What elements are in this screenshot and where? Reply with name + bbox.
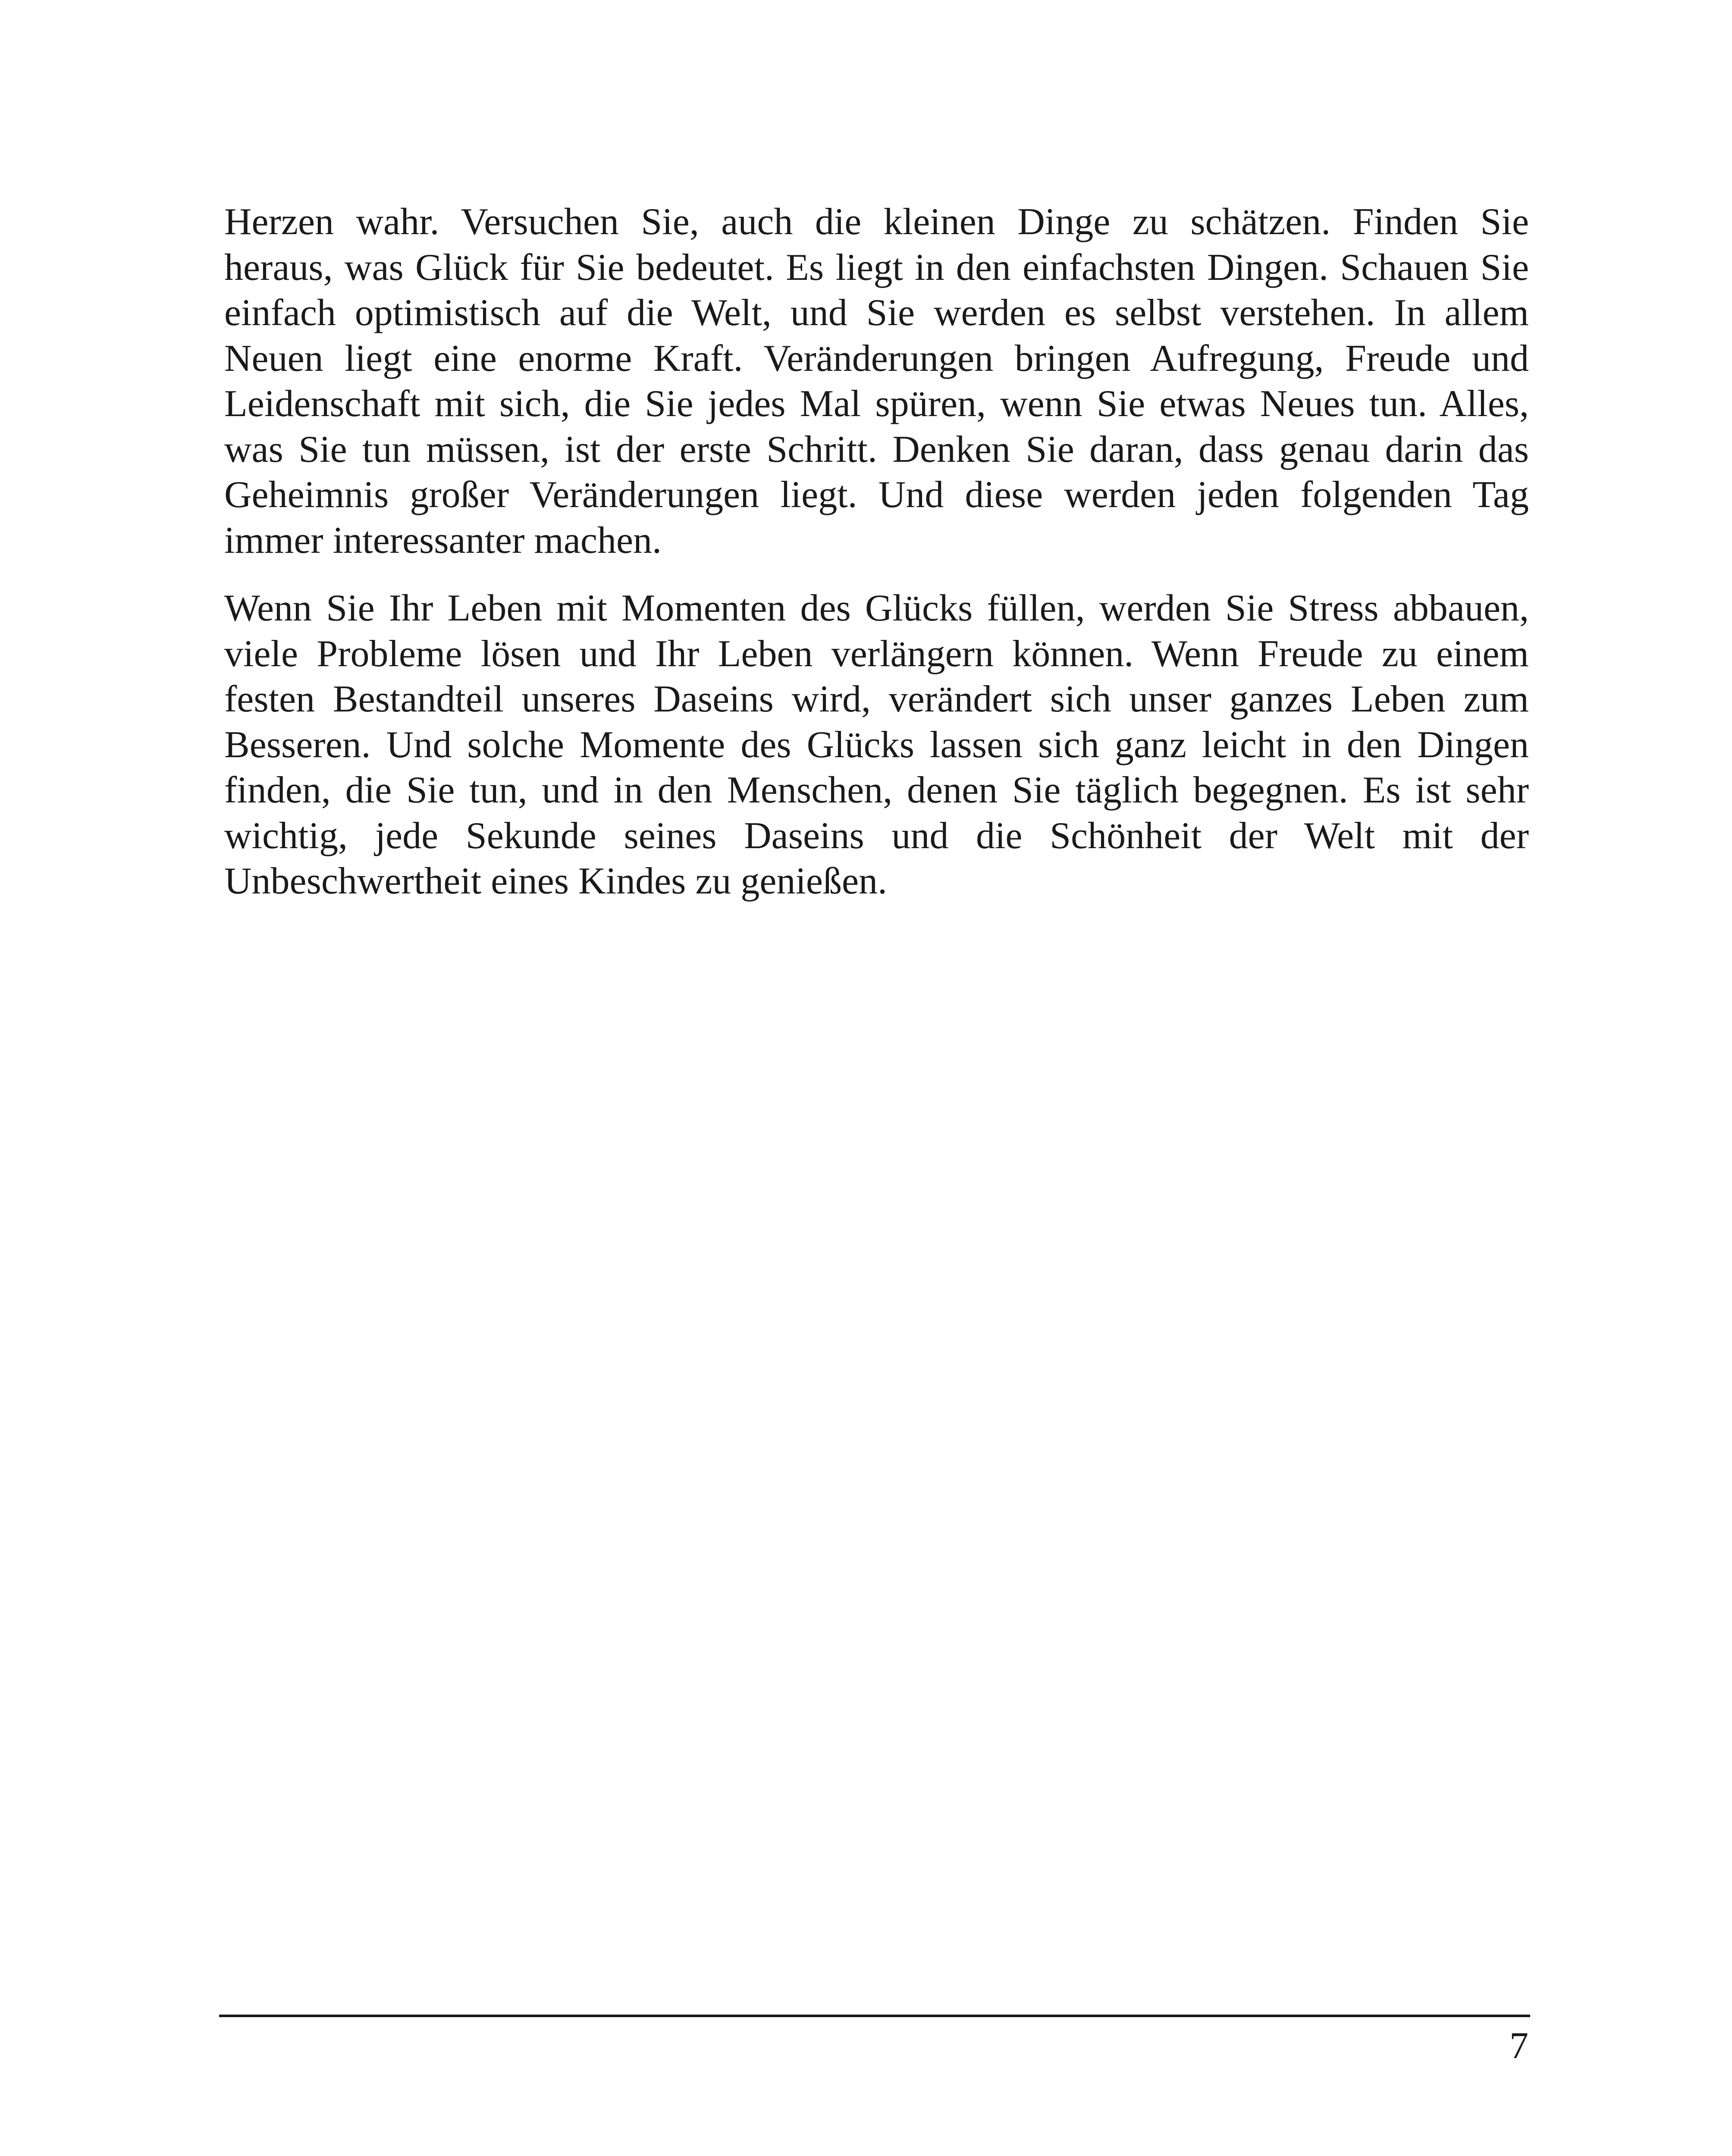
- text-line: Unbeschwertheit eines Kindes zu genießen.: [224, 860, 888, 902]
- text-line: immer interessanter machen.: [224, 519, 662, 561]
- text-line: Wenn Sie Ihr Leben mit Momenten des Glücks füllen, werden Sie Stress abbauen,: [224, 587, 1529, 629]
- text-line: Geheimnis großer Veränderungen liegt. Und diese werden jeden folgenden Tag: [224, 474, 1529, 516]
- text-line: wichtig, jede Sekunde seines Daseins und die Schönheit der Welt mit der: [224, 815, 1529, 857]
- text-line: Besseren. Und solche Momente des Glücks lassen sich ganz leicht in den Dingen: [224, 724, 1529, 766]
- paragraph-1: [224, 199, 1529, 563]
- body-text: [224, 199, 1529, 904]
- text-line: heraus, was Glück für Sie bedeutet. Es liegt in den einfachsten Dingen. Schauen Sie: [224, 246, 1529, 288]
- footer-divider: [219, 2015, 1530, 2017]
- text-line: was Sie tun müssen, ist der erste Schritt. Denken Sie daran, dass genau darin das: [224, 428, 1529, 470]
- paragraph-2: [224, 586, 1529, 904]
- text-line: Neuen liegt eine enorme Kraft. Veränderungen bringen Aufregung, Freude und: [224, 337, 1529, 379]
- page-number: 7: [1509, 2025, 1528, 2067]
- text-line: Leidenschaft mit sich, die Sie jedes Mal spüren, wenn Sie etwas Neues tun. Alles,: [224, 383, 1529, 425]
- text-line: viele Probleme lösen und Ihr Leben verlängern können. Wenn Freude zu einem: [224, 633, 1529, 675]
- text-line: Herzen wahr. Versuchen Sie, auch die kleinen Dinge zu schätzen. Finden Sie: [224, 201, 1529, 243]
- text-line: einfach optimistisch auf die Welt, und Sie werden es selbst verstehen. In allem: [224, 292, 1529, 334]
- text-line: festen Bestandteil unseres Daseins wird, verändert sich unser ganzes Leben zum: [224, 678, 1529, 720]
- text-line: finden, die Sie tun, und in den Menschen, denen Sie täglich begegnen. Es ist sehr: [224, 769, 1529, 811]
